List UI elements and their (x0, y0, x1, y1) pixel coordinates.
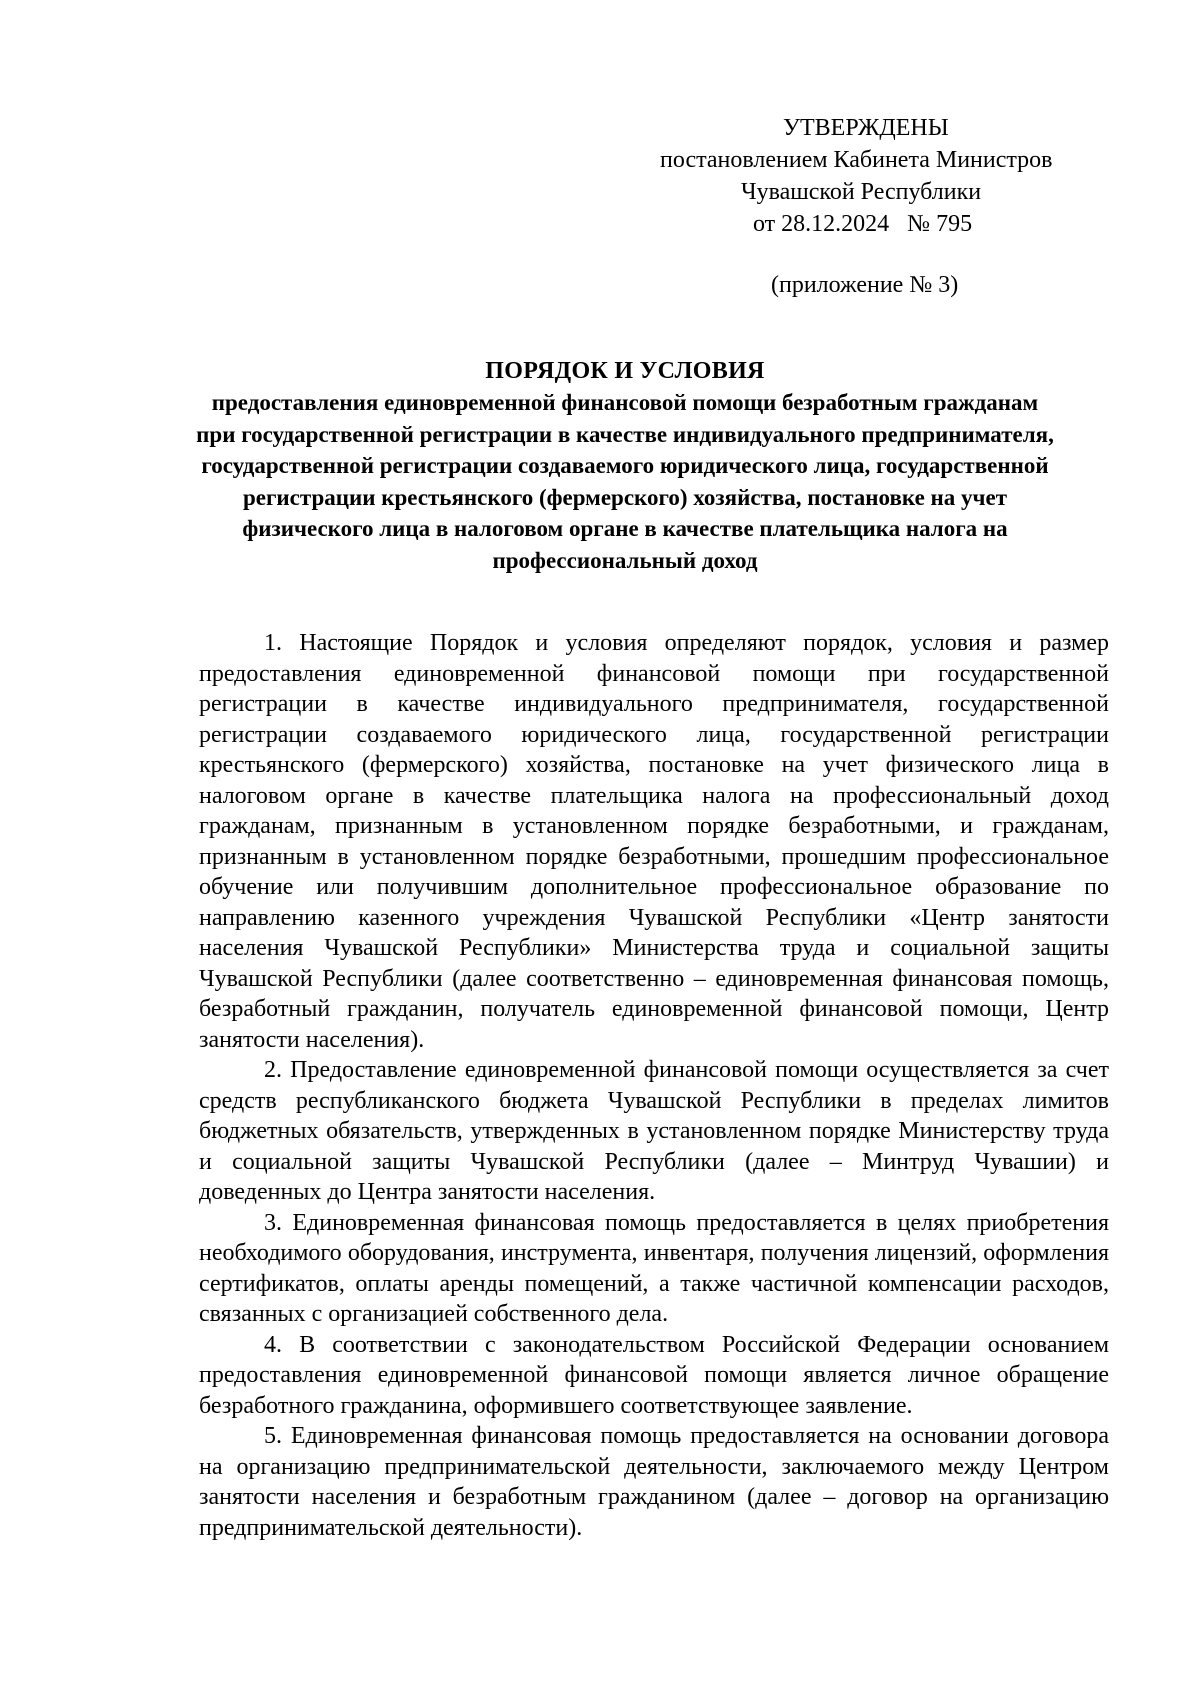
paragraph-3: 3. Единовременная финансовая помощь предоставляется в целях приобретения необходимого оборудования, инструмента, инвентаря, получения лицензий, оформления сертификатов, оплаты аренды помещений, а также частичной компенсации расходов, связанных с организацией собственного дела. (199, 1209, 1109, 1327)
paragraph-2: 2. Предоставление единовременной финансовой помощи осуществляется за счет средств республиканского бюджета Чувашской Республики в пределах лимитов бюджетных обязательств, утвержденных в установленном порядке Министерству труда и социальной защиты Чувашской Республики (далее – Минтруд Чувашии) и доведенных до Центра занятости населения. (199, 1057, 1109, 1205)
approval-stamp (660, 112, 1120, 301)
approval-date-number: от 28.12.2024 № 795 (753, 211, 973, 237)
title-subtitle: предоставления единовременной финансовой помощи безработным гражданам при государственной регистрации в качестве индивидуального предпринимателя, государственной регистрации создаваемого юридического лица, государственной регистрации крестьянского (фермерского) хозяйства, постановке на учет физического лица в налоговом органе в качестве плательщика налога на профессиональный доход (196, 390, 1054, 573)
paragraph-4: 4. В соответствии с законодательством Российской Федерации основанием предоставления единовременной финансовой помощи является личное обращение безработного гражданина, оформившего соответствующее заявление. (199, 1331, 1109, 1419)
paragraph-1: 1. Настоящие Порядок и условия определяют порядок, условия и размер предоставления единовременной финансовой помощи при государственной регистрации в качестве индивидуального предпринимателя, государственной регистрации создаваемого юридического лица, государственной регистрации крестьянского (фермерского) хозяйства, постановке на учет физического лица в налоговом органе в качестве плательщика налога на профессиональный доход гражданам, признанным в установленном порядке безработными, и гражданам, признанным в установленном порядке безработными, прошедшим профессиональное обучение или получившим дополнительное профессиональное образование по направлению казенного учреждения Чувашской Республики «Центр занятости населения Чувашской Республики» Министерства труда и социальной защиты Чувашской Республики (далее соответственно – единовременная финансовая помощь, безработный гражданин, получатель единовременной финансовой помощи, Центр занятости населения). (199, 630, 1109, 1053)
approval-heading: УТВЕРЖДЕНЫ (783, 115, 949, 141)
approval-resolution: постановлением Кабинета Министров (660, 147, 1053, 173)
document-body (199, 628, 1109, 1543)
paragraph-5: 5. Единовременная финансовая помощь предоставляется на основании договора на организацию предпринимательской деятельности, заключаемого между Центром занятости населения и безработным гражданином (далее – договор на организацию предпринимательской деятельности). (199, 1423, 1109, 1541)
approval-republic: Чувашской Республики (741, 179, 982, 205)
document-title (190, 355, 1060, 576)
annex-number: (приложение № 3) (771, 272, 959, 298)
title-main: ПОРЯДОК И УСЛОВИЯ (485, 358, 765, 384)
